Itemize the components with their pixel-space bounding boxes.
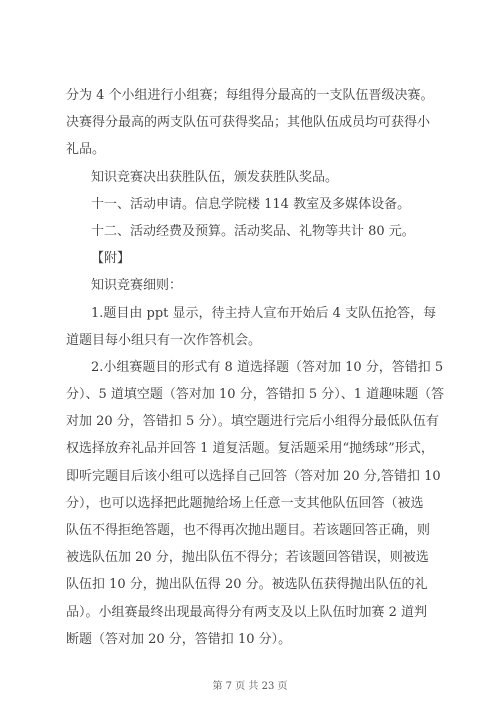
rule-two-line: 即听完题目后该小组可以选择自己回答（答对加 20 分,答错扣 10: [66, 468, 441, 484]
appendix-heading: 【附】: [91, 251, 131, 267]
rule-two-line: 品）。小组赛最终出现最高得分有两支及以上队伍时加赛 2 道判: [66, 604, 428, 620]
page-number-footer: 第 7 页 共 23 页: [212, 681, 288, 692]
section-eleven: 十一、活动申请。信息学院楼 114 教室及多媒体设备。: [91, 196, 411, 212]
rule-two-line: 对加 20 分，答错扣 5 分）。填空题进行完后小组得分最低队伍有: [66, 414, 439, 430]
rule-two-line: 队伍不得拒绝答题，也不得再次抛出题目。若该题回答正确，则: [66, 523, 431, 538]
paragraph-line: 礼品。: [66, 142, 106, 158]
paragraph-line: 分为 4 个小组进行小组赛；每组得分最高的一支队伍晋级决赛。: [66, 88, 434, 103]
section-twelve: 十二、活动经费及预算。活动奖品、礼物等共计 80 元。: [91, 223, 415, 239]
rule-two-line: 被选队伍加 20 分，抛出队伍不得分；若该题回答错误，则被选: [66, 550, 429, 566]
paragraph-line: 知识竞赛决出获胜队伍，颁发获胜队奖品。: [91, 169, 339, 185]
rule-two-line: 权选择放弃礼品并回答 1 道复活题。复活题采用“抛绣球”形式，: [66, 441, 434, 457]
rules-heading: 知识竞赛细则：: [91, 278, 183, 294]
paragraph-line: 决赛得分最高的两支队伍可获得奖品；其他队伍成员均可获得小: [66, 115, 431, 131]
rule-one-line: 1.题目由 ppt 显示，待主持人宣布开始后 4 支队伍抢答，每: [91, 305, 437, 321]
rule-two-line: 队伍扣 10 分，抛出队伍得 20 分。被选队伍获得抛出队伍的礼: [66, 577, 428, 593]
rule-one-line: 道题目每小组只有一次作答机会。: [66, 332, 262, 348]
rule-two-line: 分），也可以选择把此题抛给场上任意一支其他队伍回答（被选: [66, 495, 424, 511]
rule-two-line: 分）、5 道填空题（答对加 10 分，答错扣 5 分）、1 道趣味题（答: [66, 387, 445, 403]
document-body: [66, 89, 450, 646]
rule-two-line: 2.小组赛题目的形式有 8 道选择题（答对加 10 分，答错扣 5: [91, 359, 444, 375]
rule-two-line: 断题（答对加 20 分，答错扣 10 分）。: [66, 631, 292, 647]
